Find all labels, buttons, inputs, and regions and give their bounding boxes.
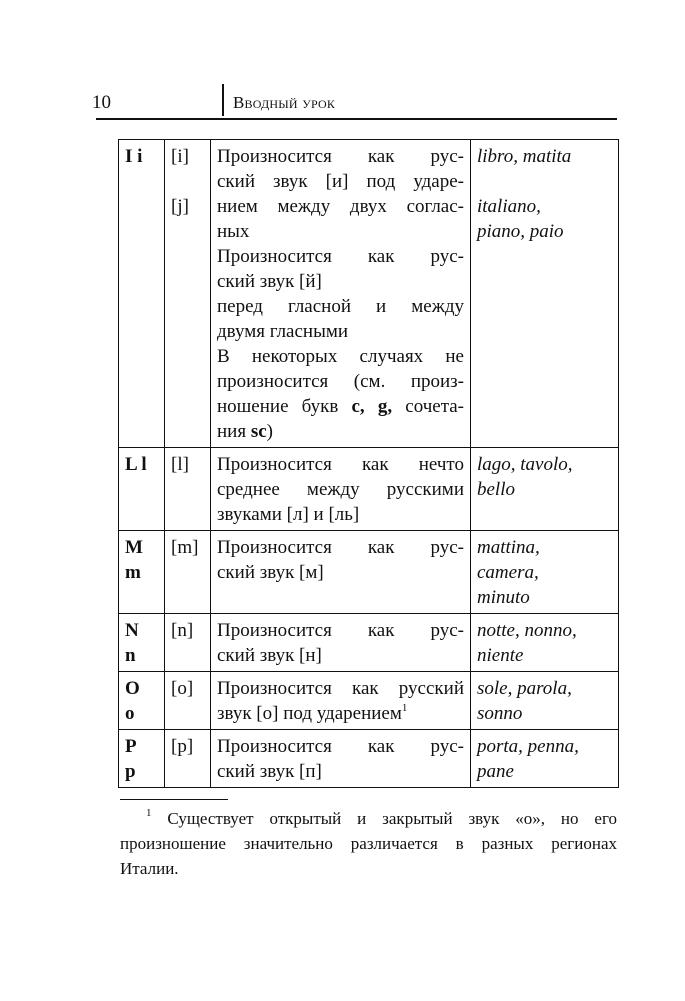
alphabet-table xyxy=(118,139,619,788)
description-line: Произносится как рус- xyxy=(217,146,464,167)
sound: [m] xyxy=(171,537,199,558)
description-line: Произносится как рус- xyxy=(217,736,464,757)
examples-cell xyxy=(471,614,619,672)
description-cell xyxy=(211,448,471,531)
example: italiano, xyxy=(477,196,541,217)
description-line: перед гласной и между xyxy=(217,296,464,317)
letter: L l xyxy=(125,454,147,475)
example: niente xyxy=(477,645,524,666)
letter-lower: n xyxy=(125,645,136,666)
examples-cell xyxy=(471,531,619,614)
example: sole, parola, xyxy=(477,678,572,699)
letter-upper: P xyxy=(125,736,137,757)
table-row xyxy=(119,531,619,614)
description-cell xyxy=(211,730,471,788)
example: mattina, xyxy=(477,537,540,558)
description-cell xyxy=(211,531,471,614)
sound-cell xyxy=(165,448,211,531)
description-line: Произносится как рус- xyxy=(217,620,464,641)
description-cell xyxy=(211,140,471,448)
sound-cell xyxy=(165,140,211,448)
table-row xyxy=(119,140,619,448)
example: porta, penna, xyxy=(477,736,579,757)
examples-cell xyxy=(471,140,619,448)
bold-letter-g: g xyxy=(377,396,388,417)
footnote xyxy=(120,806,617,881)
description-cell xyxy=(211,614,471,672)
description-line: ский звук [и] под ударе- xyxy=(217,171,464,192)
description-line: Произносится как нечто xyxy=(217,454,464,475)
bold-letter-c: c xyxy=(351,396,360,417)
example: piano, paio xyxy=(477,221,564,242)
description-line: звуками [л] и [ль] xyxy=(217,504,360,525)
header-rule xyxy=(96,118,617,120)
footnote-line: $^1$ Существует открытый и закрытый звук «о», но его xyxy=(146,807,617,828)
letter-lower: m xyxy=(125,562,141,583)
description-cell xyxy=(211,672,471,730)
description-line: Произносится как русский xyxy=(217,678,464,699)
running-header xyxy=(70,84,615,118)
sound: [i] xyxy=(171,146,189,167)
description-line: ский звук [п] xyxy=(217,761,322,782)
footnote-rule xyxy=(120,799,228,800)
letter-cell xyxy=(119,448,165,531)
example: pane xyxy=(477,761,514,782)
page-number: 10 xyxy=(92,92,111,113)
description-line: Произносится как рус- xyxy=(217,246,464,267)
description-line: Произносится как рус- xyxy=(217,537,464,558)
footnote-line: произношение значительно различается в разных регионах xyxy=(120,834,617,853)
sound: [n] xyxy=(171,620,194,641)
section-title: Вводный урок xyxy=(233,93,336,112)
table-row xyxy=(119,672,619,730)
description-line: ский звук [м] xyxy=(217,562,324,583)
letter-cell xyxy=(119,672,165,730)
sound-cell xyxy=(165,531,211,614)
sound: [p] xyxy=(171,736,194,757)
sound-cell xyxy=(165,614,211,672)
description-line: произносится (см. произ- xyxy=(217,371,464,392)
example: notte, nonno, xyxy=(477,620,577,641)
letter-lower: o xyxy=(125,703,135,724)
examples-cell xyxy=(471,730,619,788)
description-line: В некоторых случаях не xyxy=(217,346,464,367)
sound: [j] xyxy=(171,196,189,217)
sound-cell xyxy=(165,730,211,788)
example: bello xyxy=(477,479,515,500)
footnote-mark: 1 xyxy=(146,807,152,819)
sound-cell xyxy=(165,672,211,730)
description-line: ния sc) xyxy=(217,421,273,442)
letter-upper: N xyxy=(125,620,139,641)
description-line: звук [о] под ударением$^1$ xyxy=(217,702,408,724)
letter-lower: p xyxy=(125,761,136,782)
table-row xyxy=(119,614,619,672)
examples-cell xyxy=(471,672,619,730)
footnote-line: Италии. xyxy=(120,859,179,878)
letter-cell xyxy=(119,730,165,788)
header-divider xyxy=(222,84,224,116)
sound: [o] xyxy=(171,678,194,699)
letter-cell xyxy=(119,614,165,672)
description-line: ский звук [й] xyxy=(217,271,322,292)
example: camera, xyxy=(477,562,539,583)
footnote-reference[interactable]: 1 xyxy=(401,702,408,714)
description-line: ский звук [н] xyxy=(217,645,322,666)
description-line: ных xyxy=(217,221,250,242)
example: libro, matita xyxy=(477,146,572,167)
description-line: нием между двух соглас- xyxy=(217,196,464,217)
letter-upper: M xyxy=(125,537,143,558)
sound: [l] xyxy=(171,454,189,475)
bold-letters-sc: sc xyxy=(250,421,267,442)
table-row xyxy=(119,730,619,788)
letter: I i xyxy=(125,146,143,167)
example: sonno xyxy=(477,703,523,724)
letter-cell xyxy=(119,531,165,614)
table-row xyxy=(119,448,619,531)
example: minuto xyxy=(477,587,530,608)
letter-cell xyxy=(119,140,165,448)
description-line: среднее между русскими xyxy=(217,479,464,500)
examples-cell xyxy=(471,448,619,531)
letter-upper: O xyxy=(125,678,140,699)
example: lago, tavolo, xyxy=(477,454,573,475)
description-line: ношение букв c, g, сочета- xyxy=(217,396,464,417)
description-line: двумя гласными xyxy=(217,321,349,342)
